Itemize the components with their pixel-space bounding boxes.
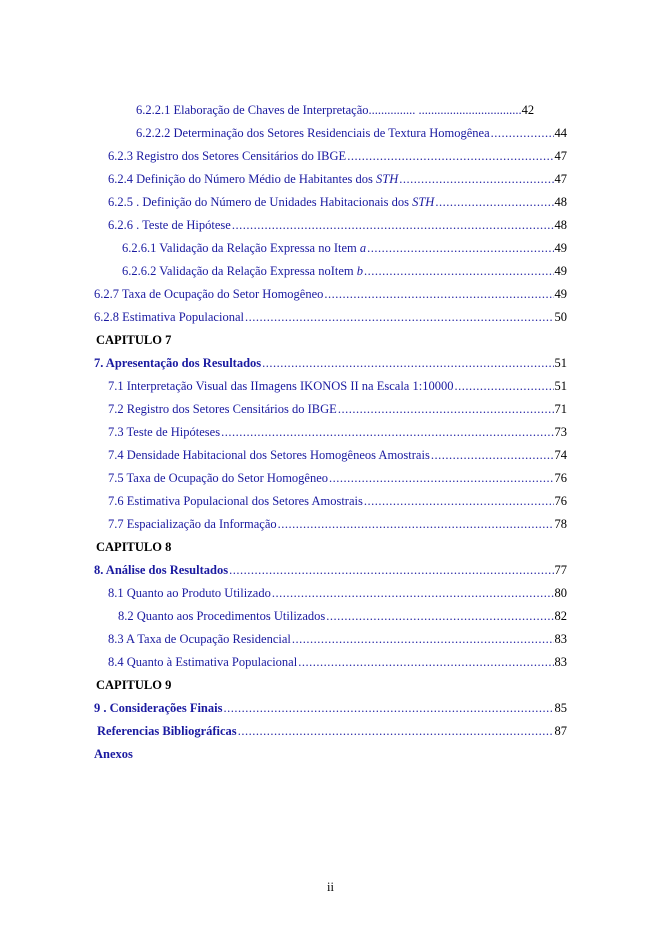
toc-entry-7-4[interactable]: [108, 446, 567, 464]
toc-label: 7.2 Registro dos Setores Censitários do IBGE: [108, 402, 337, 416]
toc-leader-dots: [232, 216, 554, 234]
toc-label: 6.2.6 . Teste de Hipótese: [108, 218, 231, 232]
toc-label: 7.6 Estimativa Populacional dos Setores Amostrais: [108, 494, 363, 508]
toc-entry-7-3[interactable]: [108, 423, 567, 441]
toc-entry-6-2-2-2[interactable]: [136, 124, 567, 142]
toc-label: 6.2.3 Registro dos Setores Censitários do IBGE: [108, 149, 347, 163]
toc-page-number: 48: [554, 195, 567, 209]
toc-leader-dots: [245, 308, 554, 326]
toc-entry-8-4[interactable]: [108, 653, 567, 671]
toc-page-number: 82: [554, 609, 567, 623]
toc-leader-dots: [454, 377, 553, 395]
toc-page-number: 51: [554, 379, 567, 393]
toc-page-number: 42: [521, 103, 535, 117]
toc-leader-dots: [238, 722, 554, 740]
toc-entry-8-1[interactable]: [108, 584, 567, 602]
toc-entry-9[interactable]: [94, 699, 567, 717]
toc-entry-7-1[interactable]: [108, 377, 567, 395]
toc-leader-dots: [367, 239, 553, 257]
toc-label: 7.1 Interpretação Visual das IImagens IKONOS II na Escala 1:10000: [108, 379, 454, 393]
toc-page-number: 83: [554, 632, 567, 646]
toc-page-number: 50: [554, 310, 567, 324]
toc-page-number: 80: [554, 586, 567, 600]
toc-entry-6-2-2-1[interactable]: [136, 101, 567, 119]
toc-leader-dots: [364, 492, 554, 510]
toc-page-number: 49: [554, 287, 567, 301]
toc-page-number: 44: [554, 126, 567, 140]
toc-page-number: 49: [554, 264, 567, 278]
toc-label: 6.2.6.2 Validação da Relação Expressa noItem b: [122, 264, 364, 278]
toc-page-number: 87: [554, 724, 567, 738]
toc-label: 6.2.8 Estimativa Populacional: [94, 310, 244, 324]
toc-label: 9 . Considerações Finais: [94, 701, 223, 715]
toc-leader-dots: [364, 262, 553, 280]
toc-leader-dots: [338, 400, 554, 418]
toc-entry-6-2-4[interactable]: [108, 170, 567, 188]
toc-entry-7[interactable]: [94, 354, 567, 372]
toc-leader-dots: [347, 147, 553, 165]
toc-leader-dots: [292, 630, 554, 648]
toc-page-number: 85: [554, 701, 567, 715]
toc-leader-dots: [229, 561, 553, 579]
toc-page-number: 71: [554, 402, 567, 416]
toc-page-number: 77: [554, 563, 567, 577]
toc-page-number: 76: [554, 471, 567, 485]
toc-page-number: 76: [554, 494, 567, 508]
toc-leader-dots: [298, 653, 553, 671]
toc-leader-dots: [324, 285, 553, 303]
toc-label: 6.2.4 Definição do Número Médio de Habitantes dos STH: [108, 172, 399, 186]
toc-entry-6-2-7[interactable]: [94, 285, 567, 303]
toc-entry-6-2-6-1[interactable]: [122, 239, 567, 257]
toc-page-number: 78: [554, 517, 567, 531]
toc-entry-6-2-8[interactable]: [94, 308, 567, 326]
toc-page-number: 49: [554, 241, 567, 255]
toc-page-number: 47: [554, 172, 567, 186]
toc-leader-dots: [399, 170, 553, 188]
toc-leader-dots: [278, 515, 554, 533]
toc-leader-dots: [326, 607, 553, 625]
toc-page-number: 48: [554, 218, 567, 232]
toc-label: 8. Análise dos Resultados: [94, 563, 229, 577]
toc-label: 8.2 Quanto aos Procedimentos Utilizados: [118, 609, 326, 623]
toc-label: 8.1 Quanto ao Produto Utilizado: [108, 586, 271, 600]
toc-entry-7-7[interactable]: [108, 515, 567, 533]
toc-label: Referencias Bibliográficas: [97, 724, 237, 738]
toc-leader-dots: [431, 446, 554, 464]
toc-entry-6-2-6[interactable]: [108, 216, 567, 234]
toc-leader-dots: [491, 124, 554, 142]
chapter-heading-7: CAPITULO 7: [96, 333, 172, 347]
toc-label: 7.7 Espacialização da Informação: [108, 517, 277, 531]
toc-entry-7-2[interactable]: [108, 400, 567, 418]
toc-leader-dots: [223, 699, 553, 717]
toc-page-number: 51: [554, 356, 567, 370]
toc-label: 7.3 Teste de Hipóteses: [108, 425, 221, 439]
toc-label: 7.5 Taxa de Ocupação do Setor Homogêneo: [108, 471, 329, 485]
toc-label: 6.2.7 Taxa de Ocupação do Setor Homogêneo: [94, 287, 324, 301]
toc-entry-8[interactable]: [94, 561, 567, 579]
toc-leader-dots: [435, 193, 553, 211]
chapter-heading-8: CAPITULO 8: [96, 540, 172, 554]
toc-entry-references[interactable]: [97, 722, 567, 740]
toc-label: 8.3 A Taxa de Ocupação Residencial: [108, 632, 291, 646]
toc-entry-7-6[interactable]: [108, 492, 567, 510]
toc-entry-7-5[interactable]: [108, 469, 567, 487]
toc-label: 7.4 Densidade Habitacional dos Setores Homogêneos Amostrais: [108, 448, 430, 462]
toc-label: 6.2.2.2 Determinação dos Setores Residenciais de Textura Homogênea: [136, 126, 490, 140]
page-number: ii: [327, 880, 334, 894]
toc-entry-6-2-3[interactable]: [108, 147, 567, 165]
toc-page-number: 83: [554, 655, 567, 669]
toc-entry-6-2-5[interactable]: [108, 193, 567, 211]
toc-page-number: 47: [554, 149, 567, 163]
toc-entry-8-3[interactable]: [108, 630, 567, 648]
toc-page-number: 74: [554, 448, 567, 462]
toc-label: 7. Apresentação dos Resultados: [94, 356, 262, 370]
toc-page-number: 73: [554, 425, 567, 439]
toc-label: 6.2.5 . Definição do Número de Unidades Habitacionais dos STH: [108, 195, 435, 209]
toc-leader-dots: [262, 354, 553, 372]
toc-entry-8-2[interactable]: [118, 607, 567, 625]
toc-leader-dots: [329, 469, 553, 487]
toc-leader-dots: [272, 584, 554, 602]
toc-entry-anexos[interactable]: Anexos: [94, 747, 133, 761]
toc-leader-dots: [221, 423, 553, 441]
toc-entry-6-2-6-2[interactable]: [122, 262, 567, 280]
chapter-heading-9: CAPITULO 9: [96, 678, 172, 692]
toc-label: 6.2.6.1 Validação da Relação Expressa no Item a: [122, 241, 367, 255]
toc-label: 8.4 Quanto à Estimativa Populacional: [108, 655, 298, 669]
toc-label: 6.2.2.1 Elaboração de Chaves de Interpretação............... .................................: [136, 103, 522, 117]
